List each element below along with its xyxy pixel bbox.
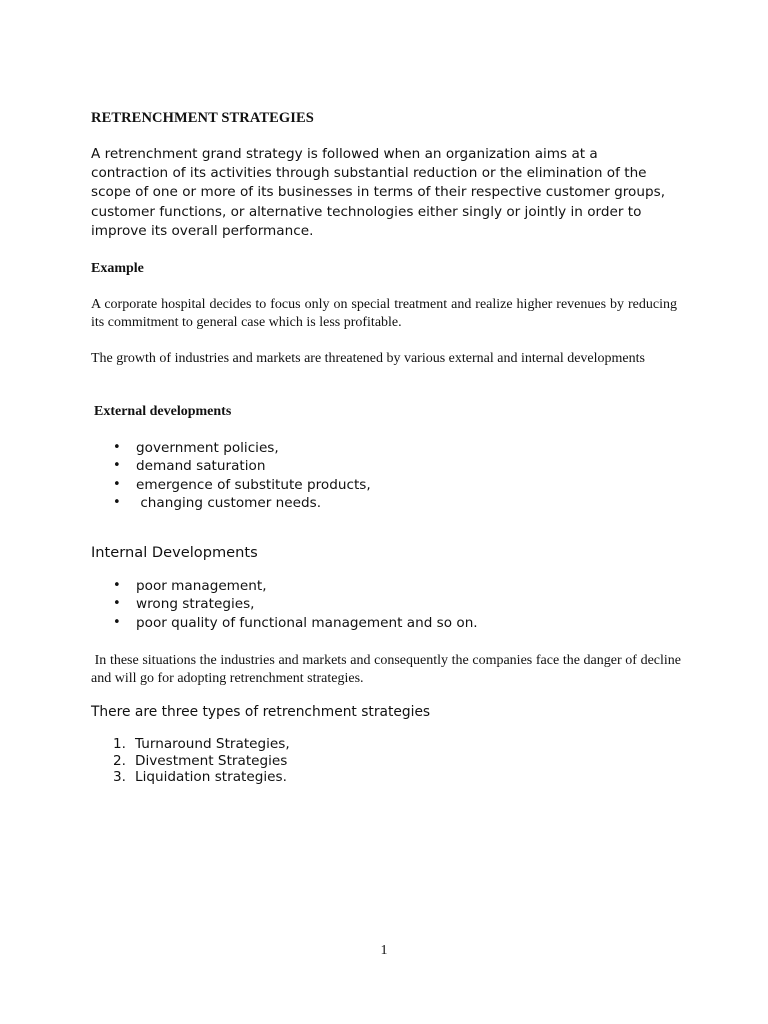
bullet-icon: •	[113, 440, 121, 455]
list-number: 2.	[113, 752, 126, 769]
list-item-text: wrong strategies,	[136, 596, 255, 613]
situations-paragraph: In these situations the industries and markets and consequently the companies face the danger of decline and will go for adopting retrenchment strategies.	[91, 653, 685, 686]
intro-line: A retrenchment grand strategy is followed when an organization aims at a	[91, 146, 598, 162]
list-item-text: demand saturation	[136, 458, 266, 475]
list-item-text: poor quality of functional management and so on.	[136, 614, 478, 631]
growth-paragraph: The growth of industries and markets are threatened by various external and internal developments	[91, 351, 645, 366]
list-item-text: government policies,	[136, 440, 279, 456]
intro-line: improve its overall performance.	[91, 222, 314, 239]
bullet-icon: •	[113, 458, 121, 474]
list-number: 1.	[113, 736, 126, 752]
bullet-icon: •	[113, 614, 121, 630]
bullet-icon: •	[113, 596, 121, 612]
list-item-text: changing customer needs.	[136, 494, 322, 511]
three-types-sentence: There are three types of retrenchment strategies	[91, 704, 431, 720]
document-title: RETRENCHMENT STRATEGIES	[91, 110, 314, 126]
bullet-icon: •	[113, 476, 121, 492]
page-number: 1	[380, 943, 388, 958]
hospital-paragraph: A corporate hospital decides to focus only on special treatment and realize higher revenues by reducing its commitment to general case which is less profitable.	[91, 297, 677, 330]
list-item-text: Turnaround Strategies,	[135, 736, 290, 752]
example-heading: Example	[91, 261, 144, 276]
list-item-text: Divestment Strategies	[135, 752, 288, 769]
intro-line: scope of one or more of its businesses in terms of their respective customer groups,	[91, 184, 666, 201]
external-developments-heading: External developments	[94, 404, 232, 419]
bullet-icon: •	[113, 494, 121, 510]
intro-line: customer functions, or alternative technologies either singly or jointly in order to	[91, 203, 642, 220]
intro-paragraph	[91, 145, 691, 241]
list-item-text: emergence of substitute products,	[136, 476, 371, 493]
internal-developments-heading: Internal Developments	[91, 544, 258, 561]
bullet-icon: •	[113, 578, 121, 593]
intro-line: contraction of its activities through substantial reduction or the elimination of the	[91, 165, 647, 182]
list-number: 3.	[113, 769, 126, 785]
list-item-text: Liquidation strategies.	[135, 769, 287, 785]
list-item-text: poor management,	[136, 578, 267, 594]
